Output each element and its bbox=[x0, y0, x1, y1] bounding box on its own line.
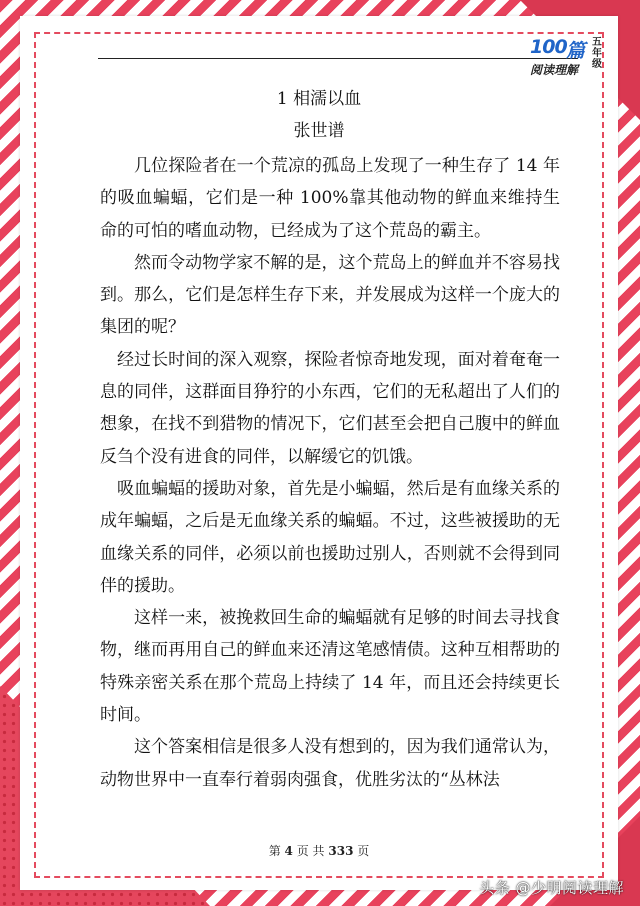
header-rule bbox=[98, 58, 578, 59]
article-body bbox=[100, 150, 560, 796]
page-number: 4 bbox=[284, 844, 293, 858]
footer-suffix: 页 bbox=[357, 844, 370, 858]
paragraph: 吸血蝙蝠的援助对象，首先是小蝙蝠，然后是有血缘关系的成年蝙蝠，之后是无血缘关系的蝙蝠。不过，这些被援助的无血缘关系的同伴，必须以前也援助过别人，否则就不会得到同伴的援助。 bbox=[100, 478, 560, 596]
logo-subtitle: 阅读理解 bbox=[530, 63, 579, 77]
paragraph: 这个答案相信是很多人没有想到的，因为我们通常认为，动物世界中一直奉行着弱肉强食，优胜劣汰的“丛林法 bbox=[100, 737, 560, 790]
logo-number: 100 bbox=[530, 36, 567, 58]
paragraph: 经过长时间的深入观察，探险者惊奇地发现，面对着奄奄一息的同伴，这群面目狰狞的小东西，它们的无私超出了人们的想象，在找不到猎物的情况下，它们甚至会把自己腹中的鲜血反刍个没有进食的同伴，以解缓它的饥饿。 bbox=[100, 349, 560, 467]
paragraph: 这样一来，被挽救回生命的蝙蝠就有足够的时间去寻找食物，继而再用自己的鲜血来还清这笔感情债。这种互相帮助的特殊亲密关系在那个荒岛上持续了 14 年，而且还会持续更长时间。 bbox=[100, 608, 560, 726]
watermark: 头条 @少明阅读理解 bbox=[479, 879, 624, 897]
logo-grade: 五年级 bbox=[592, 37, 602, 70]
article-title: 1 相濡以血 bbox=[276, 89, 362, 109]
total-pages: 333 bbox=[328, 844, 354, 858]
logo-pian: 篇 bbox=[566, 40, 586, 62]
document-page bbox=[20, 16, 618, 890]
paragraph: 几位探险者在一个荒凉的孤岛上发现了一种生存了 14 年的吸血蝙蝠，它们是一种 100%靠其他动物的鲜血来维持生命的可怕的嗜血动物，已经成为了这个荒岛的霸主。 bbox=[100, 156, 560, 241]
footer-mid: 页 共 bbox=[296, 844, 325, 858]
page-footer bbox=[20, 842, 618, 859]
article-author: 张世谱 bbox=[293, 121, 345, 141]
book-logo bbox=[530, 36, 610, 84]
footer-prefix: 第 bbox=[268, 844, 281, 858]
paragraph: 然而令动物学家不解的是，这个荒岛上的鲜血并不容易找到。那么，它们是怎样生存下来，并发展成为这样一个庞大的集团的呢？ bbox=[100, 252, 560, 338]
